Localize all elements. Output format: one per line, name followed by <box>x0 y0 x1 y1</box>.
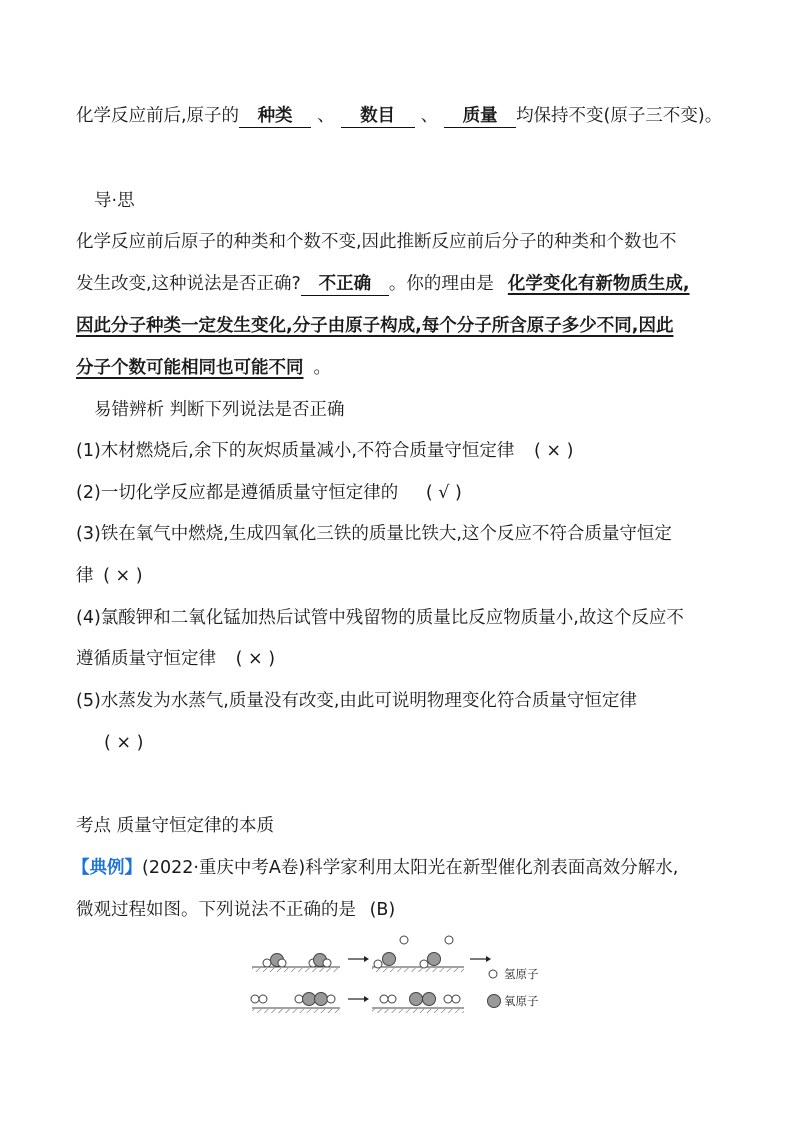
error-item-cont: 遵循质量守恒定律 <box>76 649 216 669</box>
guide-reason-end: 分子个数可能相同也可能不同 <box>76 358 304 378</box>
answer-blank-3: 质量 <box>444 105 516 128</box>
answer-mark: ( × ) <box>534 441 574 461</box>
answer-blank-2: 数目 <box>341 105 415 128</box>
error-item-3: (3)铁在氧气中燃烧,生成四氧化三铁的质量比铁大,这个反应不符合质量守恒定 <box>76 524 672 544</box>
guide-reason-start: 化学变化有新物质生成, <box>507 274 690 294</box>
guide-line-3: 因此分子种类一定发生变化,分子由原子构成,每个分子所含原子多少不同,因此 <box>76 316 674 336</box>
error-item-3-cont <box>76 564 143 588</box>
answer-blank-1: 种类 <box>239 105 311 128</box>
intro-line <box>76 104 722 128</box>
answer-mark: ( × ) <box>235 649 276 669</box>
answer-mark: ( √ ) <box>425 483 462 503</box>
guide-mid: 。你的理由是 <box>388 274 494 294</box>
guide-line-1: 化学反应前后原子的种类和个数不变,因此推断反应前后分子的种类和个数也不 <box>76 232 677 252</box>
hydrogen-legend-icon <box>489 970 497 978</box>
legend <box>488 967 539 1008</box>
intro-prefix: 化学反应前后,原子的 <box>76 106 240 126</box>
error-item-4: (4)氯酸钾和二氧化锰加热后试管中残留物的质量比反应物质量小,故这个反应不 <box>76 608 684 628</box>
example-line-2 <box>76 898 395 922</box>
example-question: 微观过程如图。下列说法不正确的是 <box>76 900 356 920</box>
guide-line-2 <box>76 272 690 296</box>
intro-suffix: 均保持不变(原子三不变)。 <box>516 106 723 126</box>
guide-period: 。 <box>313 358 331 378</box>
guide-answer-blank: 不正确 <box>301 273 389 296</box>
guide-question: 发生改变,这种说法是否正确? <box>76 274 301 294</box>
error-item-2 <box>76 481 462 505</box>
micro-process-diagram <box>248 930 558 1022</box>
example-tag: 【典例】 <box>72 858 142 878</box>
topic-heading: 考点 质量守恒定律的本质 <box>76 816 275 836</box>
errors-heading: 易错辨析 判断下列说法是否正确 <box>94 400 345 420</box>
hydrogen-legend-label: 氢原子 <box>504 967 539 981</box>
error-item-5-mark: ( × ) <box>104 733 144 753</box>
separator: 、 <box>317 106 335 126</box>
example-text: (2022·重庆中考A卷)科学家利用太阳光在新型催化剂表面高效分解水, <box>142 858 679 878</box>
error-item-cont: 律 <box>76 566 94 586</box>
oxygen-legend-label: 氧原子 <box>504 994 539 1008</box>
error-item-text: (2)一切化学反应都是遵循质量守恒定律的 <box>76 483 399 503</box>
separator: 、 <box>420 106 439 126</box>
oxygen-legend-icon <box>488 995 501 1008</box>
error-item-4-cont <box>76 647 275 671</box>
example-line-1 <box>72 856 678 880</box>
answer-mark: ( × ) <box>103 566 143 586</box>
error-item-5: (5)水蒸发为水蒸气,质量没有改变,由此可说明物理变化符合质量守恒定律 <box>76 691 637 711</box>
error-item-1 <box>76 439 573 463</box>
example-answer: (B) <box>369 900 396 920</box>
guide-line-4 <box>76 356 331 380</box>
top-row <box>252 936 491 972</box>
bottom-row <box>251 993 464 1014</box>
guide-heading: 导·思 <box>94 191 135 211</box>
error-item-text: (1)木材燃烧后,余下的灰烬质量减小,不符合质量守恒定律 <box>76 441 515 461</box>
